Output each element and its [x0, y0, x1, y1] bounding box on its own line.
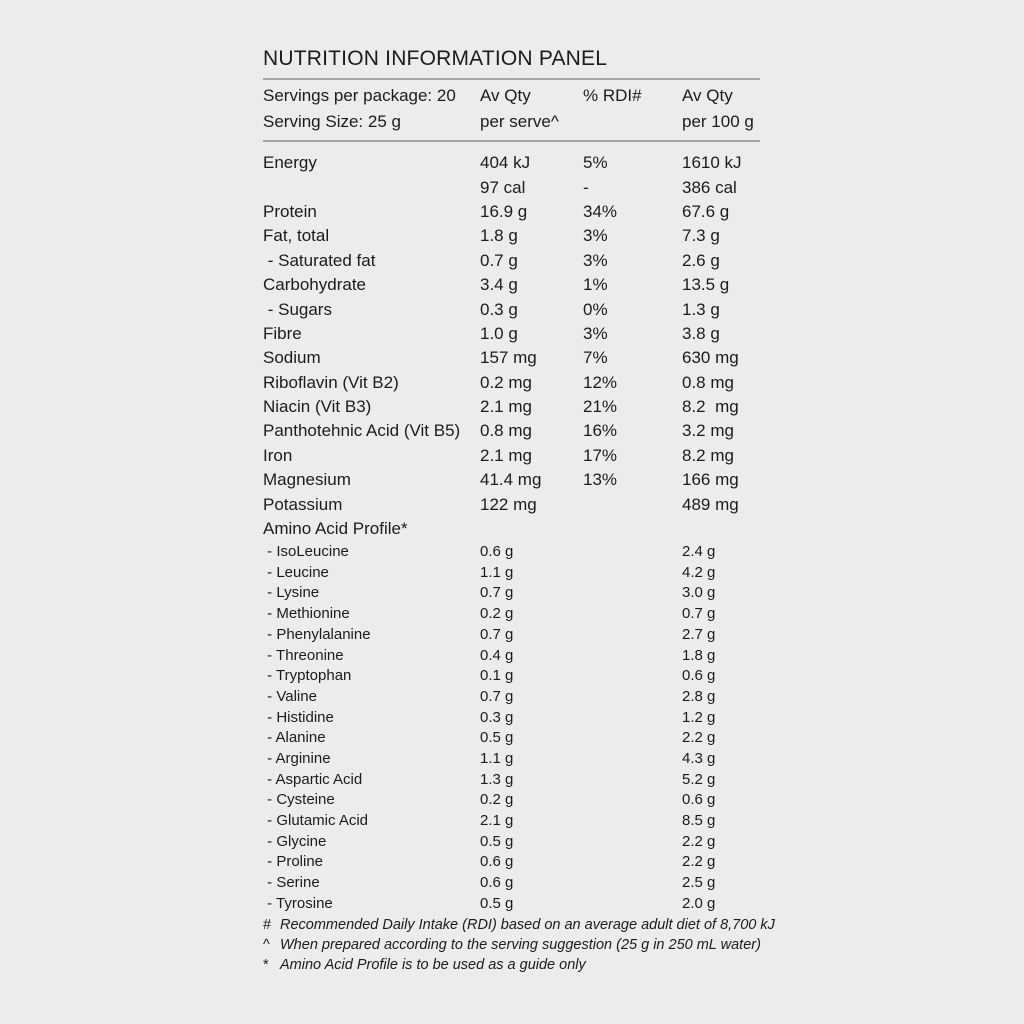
per-100g-value: 2.2 g — [682, 853, 716, 871]
per-serve-value: 0.6 g — [480, 853, 514, 871]
per-100g-value: 2.6 g — [682, 250, 720, 270]
per-serve-value: 0.8 mg — [480, 421, 532, 441]
per-100g-value: 3.0 g — [682, 584, 716, 602]
serving-size: Serving Size: 25 g — [263, 112, 401, 131]
per-serve-value: 0.7 g — [480, 625, 514, 643]
nutrient-label: Carbohydrate — [263, 275, 367, 295]
per-serve-value: 0.1 g — [480, 667, 514, 685]
nutrient-label: - Arginine — [263, 749, 331, 767]
amino-acid-row — [263, 769, 760, 790]
per-serve-value: 2.1 mg — [480, 397, 532, 417]
nutrient-label: Sodium — [263, 348, 321, 368]
rdi-value: 34% — [583, 201, 618, 221]
amino-acid-row — [263, 583, 760, 604]
footnote — [263, 935, 760, 955]
footnote — [263, 915, 775, 935]
nutrient-row — [263, 297, 760, 321]
per-serve-value: 0.7 g — [480, 584, 514, 602]
nutrient-label: - Alanine — [263, 729, 326, 747]
nutrient-label: - Proline — [263, 853, 324, 871]
rdi-value: - — [583, 177, 589, 197]
rdi-value: 13% — [583, 470, 618, 490]
amino-acid-row — [263, 748, 760, 769]
nutrient-label: Niacin (Vit B3) — [263, 397, 372, 417]
nutrient-label: - IsoLeucine — [263, 543, 349, 561]
nutrient-row — [263, 224, 760, 248]
rdi-value: 17% — [583, 445, 618, 465]
per-100g-value: 8.2 mg — [682, 397, 739, 417]
nutrient-label: Panthotehnic Acid (Vit B5) — [263, 421, 461, 441]
per-serve-value: 0.2 g — [480, 791, 514, 809]
nutrient-label: Amino Acid Profile* — [263, 519, 408, 539]
per-100g-value: 2.2 g — [682, 832, 716, 850]
per-serve-value: 0.6 g — [480, 874, 514, 892]
per-serve-value: 0.3 g — [480, 708, 514, 726]
nutrient-row — [263, 175, 760, 199]
nutrient-label: Riboflavin (Vit B2) — [263, 372, 399, 392]
per-100g-value: 2.8 g — [682, 687, 716, 705]
nutrient-row — [263, 492, 760, 516]
nutrient-label: Potassium — [263, 494, 343, 514]
table-header-row-2 — [263, 109, 760, 135]
column-header-per-serve: Av Qty — [480, 86, 531, 105]
nutrient-label: - Sugars — [263, 299, 332, 319]
nutrient-label: Protein — [263, 201, 317, 221]
per-100g-value: 4.3 g — [682, 749, 716, 767]
amino-acid-row — [263, 645, 760, 666]
per-100g-value: 630 mg — [682, 348, 739, 368]
nutrient-label: - Tryptophan — [263, 667, 352, 685]
per-100g-value: 13.5 g — [682, 275, 730, 295]
rdi-value: 3% — [583, 250, 608, 270]
nutrient-row — [263, 419, 760, 443]
footnote-text: Recommended Daily Intake (RDI) based on an average adult diet of 8,700 kJ — [280, 916, 775, 933]
per-serve-value: 2.1 mg — [480, 445, 532, 465]
rdi-value: 3% — [583, 226, 608, 246]
rdi-value: 0% — [583, 299, 608, 319]
nutrition-information-panel — [263, 46, 775, 975]
per-serve-value: 97 cal — [480, 177, 526, 197]
nutrient-row — [263, 346, 760, 370]
per-serve-value: 0.7 g — [480, 687, 514, 705]
per-100g-value: 3.8 g — [682, 323, 720, 343]
per-serve-value: 0.2 g — [480, 605, 514, 623]
nutrient-row — [263, 517, 760, 541]
column-header-rdi: % RDI# — [583, 86, 642, 105]
nutrient-label: - Aspartic Acid — [263, 770, 363, 788]
nutrient-table — [263, 142, 760, 541]
per-serve-value: 122 mg — [480, 494, 537, 514]
nutrient-label: - Valine — [263, 687, 317, 705]
nutrient-label: Energy — [263, 153, 317, 173]
nutrient-row — [263, 444, 760, 468]
rdi-value: 21% — [583, 397, 618, 417]
per-100g-value: 1.8 g — [682, 646, 716, 664]
amino-acid-row — [263, 562, 760, 583]
per-serve-value: 0.4 g — [480, 646, 514, 664]
amino-acid-row — [263, 893, 760, 914]
per-100g-value: 2.2 g — [682, 729, 716, 747]
amino-acid-row — [263, 624, 760, 645]
nutrient-row — [263, 249, 760, 273]
per-serve-value: 0.5 g — [480, 832, 514, 850]
footnotes — [263, 914, 775, 975]
nutrient-label: - Cysteine — [263, 791, 335, 809]
nutrient-row — [263, 200, 760, 224]
amino-acid-row — [263, 831, 760, 852]
rdi-value: 16% — [583, 421, 618, 441]
nutrient-label: Fibre — [263, 323, 302, 343]
per-100g-value: 489 mg — [682, 494, 739, 514]
column-subheader-per-100g: per 100 g — [682, 112, 754, 131]
nutrient-row — [263, 371, 760, 395]
nutrient-label: - Phenylalanine — [263, 625, 371, 643]
nutrient-label: - Serine — [263, 874, 320, 892]
footnote-text: Amino Acid Profile is to be used as a guide only — [280, 956, 586, 973]
per-serve-value: 0.3 g — [480, 299, 518, 319]
amino-acid-row — [263, 665, 760, 686]
amino-acid-row — [263, 852, 760, 873]
nutrient-label: Magnesium — [263, 470, 351, 490]
per-100g-value: 2.5 g — [682, 874, 716, 892]
per-100g-value: 0.8 mg — [682, 372, 734, 392]
per-serve-value: 1.0 g — [480, 323, 518, 343]
per-serve-value: 2.1 g — [480, 812, 514, 830]
nutrient-label: Iron — [263, 445, 293, 465]
per-serve-value: 157 mg — [480, 348, 537, 368]
nutrient-label: - Saturated fat — [263, 250, 376, 270]
footnote-symbol: ^ — [263, 936, 270, 953]
amino-acid-row — [263, 686, 760, 707]
per-100g-value: 1610 kJ — [682, 153, 742, 173]
per-100g-value: 0.7 g — [682, 605, 716, 623]
amino-acid-row — [263, 872, 760, 893]
amino-acid-row — [263, 541, 760, 562]
per-100g-value: 166 mg — [682, 470, 739, 490]
column-header-per-100g: Av Qty — [682, 86, 733, 105]
footnote — [263, 955, 760, 975]
rdi-value: 1% — [583, 275, 608, 295]
per-serve-value: 1.8 g — [480, 226, 518, 246]
nutrient-row — [263, 151, 760, 175]
amino-acid-table — [263, 541, 760, 913]
servings-per-package: Servings per package: 20 — [263, 86, 456, 105]
amino-acid-row — [263, 707, 760, 728]
nutrient-label: - Glutamic Acid — [263, 812, 369, 830]
nutrient-label: - Lysine — [263, 584, 320, 602]
rdi-value: 3% — [583, 323, 608, 343]
per-100g-value: 1.2 g — [682, 708, 716, 726]
per-100g-value: 7.3 g — [682, 226, 720, 246]
amino-acid-row — [263, 790, 760, 811]
amino-acid-row — [263, 727, 760, 748]
per-serve-value: 0.5 g — [480, 729, 514, 747]
per-serve-value: 0.7 g — [480, 250, 518, 270]
per-100g-value: 2.0 g — [682, 894, 716, 912]
per-100g-value: 2.7 g — [682, 625, 716, 643]
amino-acid-row — [263, 810, 760, 831]
nutrient-label: - Histidine — [263, 708, 334, 726]
panel-title: NUTRITION INFORMATION PANEL — [263, 47, 608, 70]
nutrient-row — [263, 468, 760, 492]
rdi-value: 5% — [583, 153, 608, 173]
footnote-text: When prepared according to the serving suggestion (25 g in 250 mL water) — [280, 936, 761, 953]
per-serve-value: 16.9 g — [480, 201, 528, 221]
footnote-symbol: # — [263, 916, 272, 933]
per-100g-value: 0.6 g — [682, 791, 716, 809]
per-100g-value: 386 cal — [682, 177, 737, 197]
per-serve-value: 1.1 g — [480, 749, 514, 767]
per-serve-value: 41.4 mg — [480, 470, 542, 490]
footnote-symbol: * — [263, 956, 269, 973]
nutrient-label: - Glycine — [263, 832, 327, 850]
nutrient-label: - Tyrosine — [263, 894, 333, 912]
per-serve-value: 3.4 g — [480, 275, 518, 295]
per-100g-value: 1.3 g — [682, 299, 720, 319]
nutrient-row — [263, 322, 760, 346]
rdi-value: 12% — [583, 372, 618, 392]
nutrient-row — [263, 273, 760, 297]
per-100g-value: 2.4 g — [682, 543, 716, 561]
nutrient-row — [263, 395, 760, 419]
table-header — [263, 80, 760, 135]
per-serve-value: 1.3 g — [480, 770, 514, 788]
table-header-row-1 — [263, 83, 760, 109]
per-serve-value: 1.1 g — [480, 563, 514, 581]
per-100g-value: 67.6 g — [682, 201, 730, 221]
per-100g-value: 4.2 g — [682, 563, 716, 581]
per-serve-value: 404 kJ — [480, 153, 531, 173]
amino-acid-row — [263, 603, 760, 624]
per-serve-value: 0.5 g — [480, 894, 514, 912]
nutrient-label: Fat, total — [263, 226, 330, 246]
rdi-value: 7% — [583, 348, 608, 368]
nutrient-label: - Methionine — [263, 605, 350, 623]
per-100g-value: 8.5 g — [682, 812, 716, 830]
nutrient-label: - Leucine — [263, 563, 329, 581]
per-100g-value: 0.6 g — [682, 667, 716, 685]
per-100g-value: 8.2 mg — [682, 445, 734, 465]
per-serve-value: 0.6 g — [480, 543, 514, 561]
per-100g-value: 3.2 mg — [682, 421, 734, 441]
per-100g-value: 5.2 g — [682, 770, 716, 788]
per-serve-value: 0.2 mg — [480, 372, 532, 392]
nutrient-label: - Threonine — [263, 646, 344, 664]
column-subheader-per-serve: per serve^ — [480, 112, 559, 131]
